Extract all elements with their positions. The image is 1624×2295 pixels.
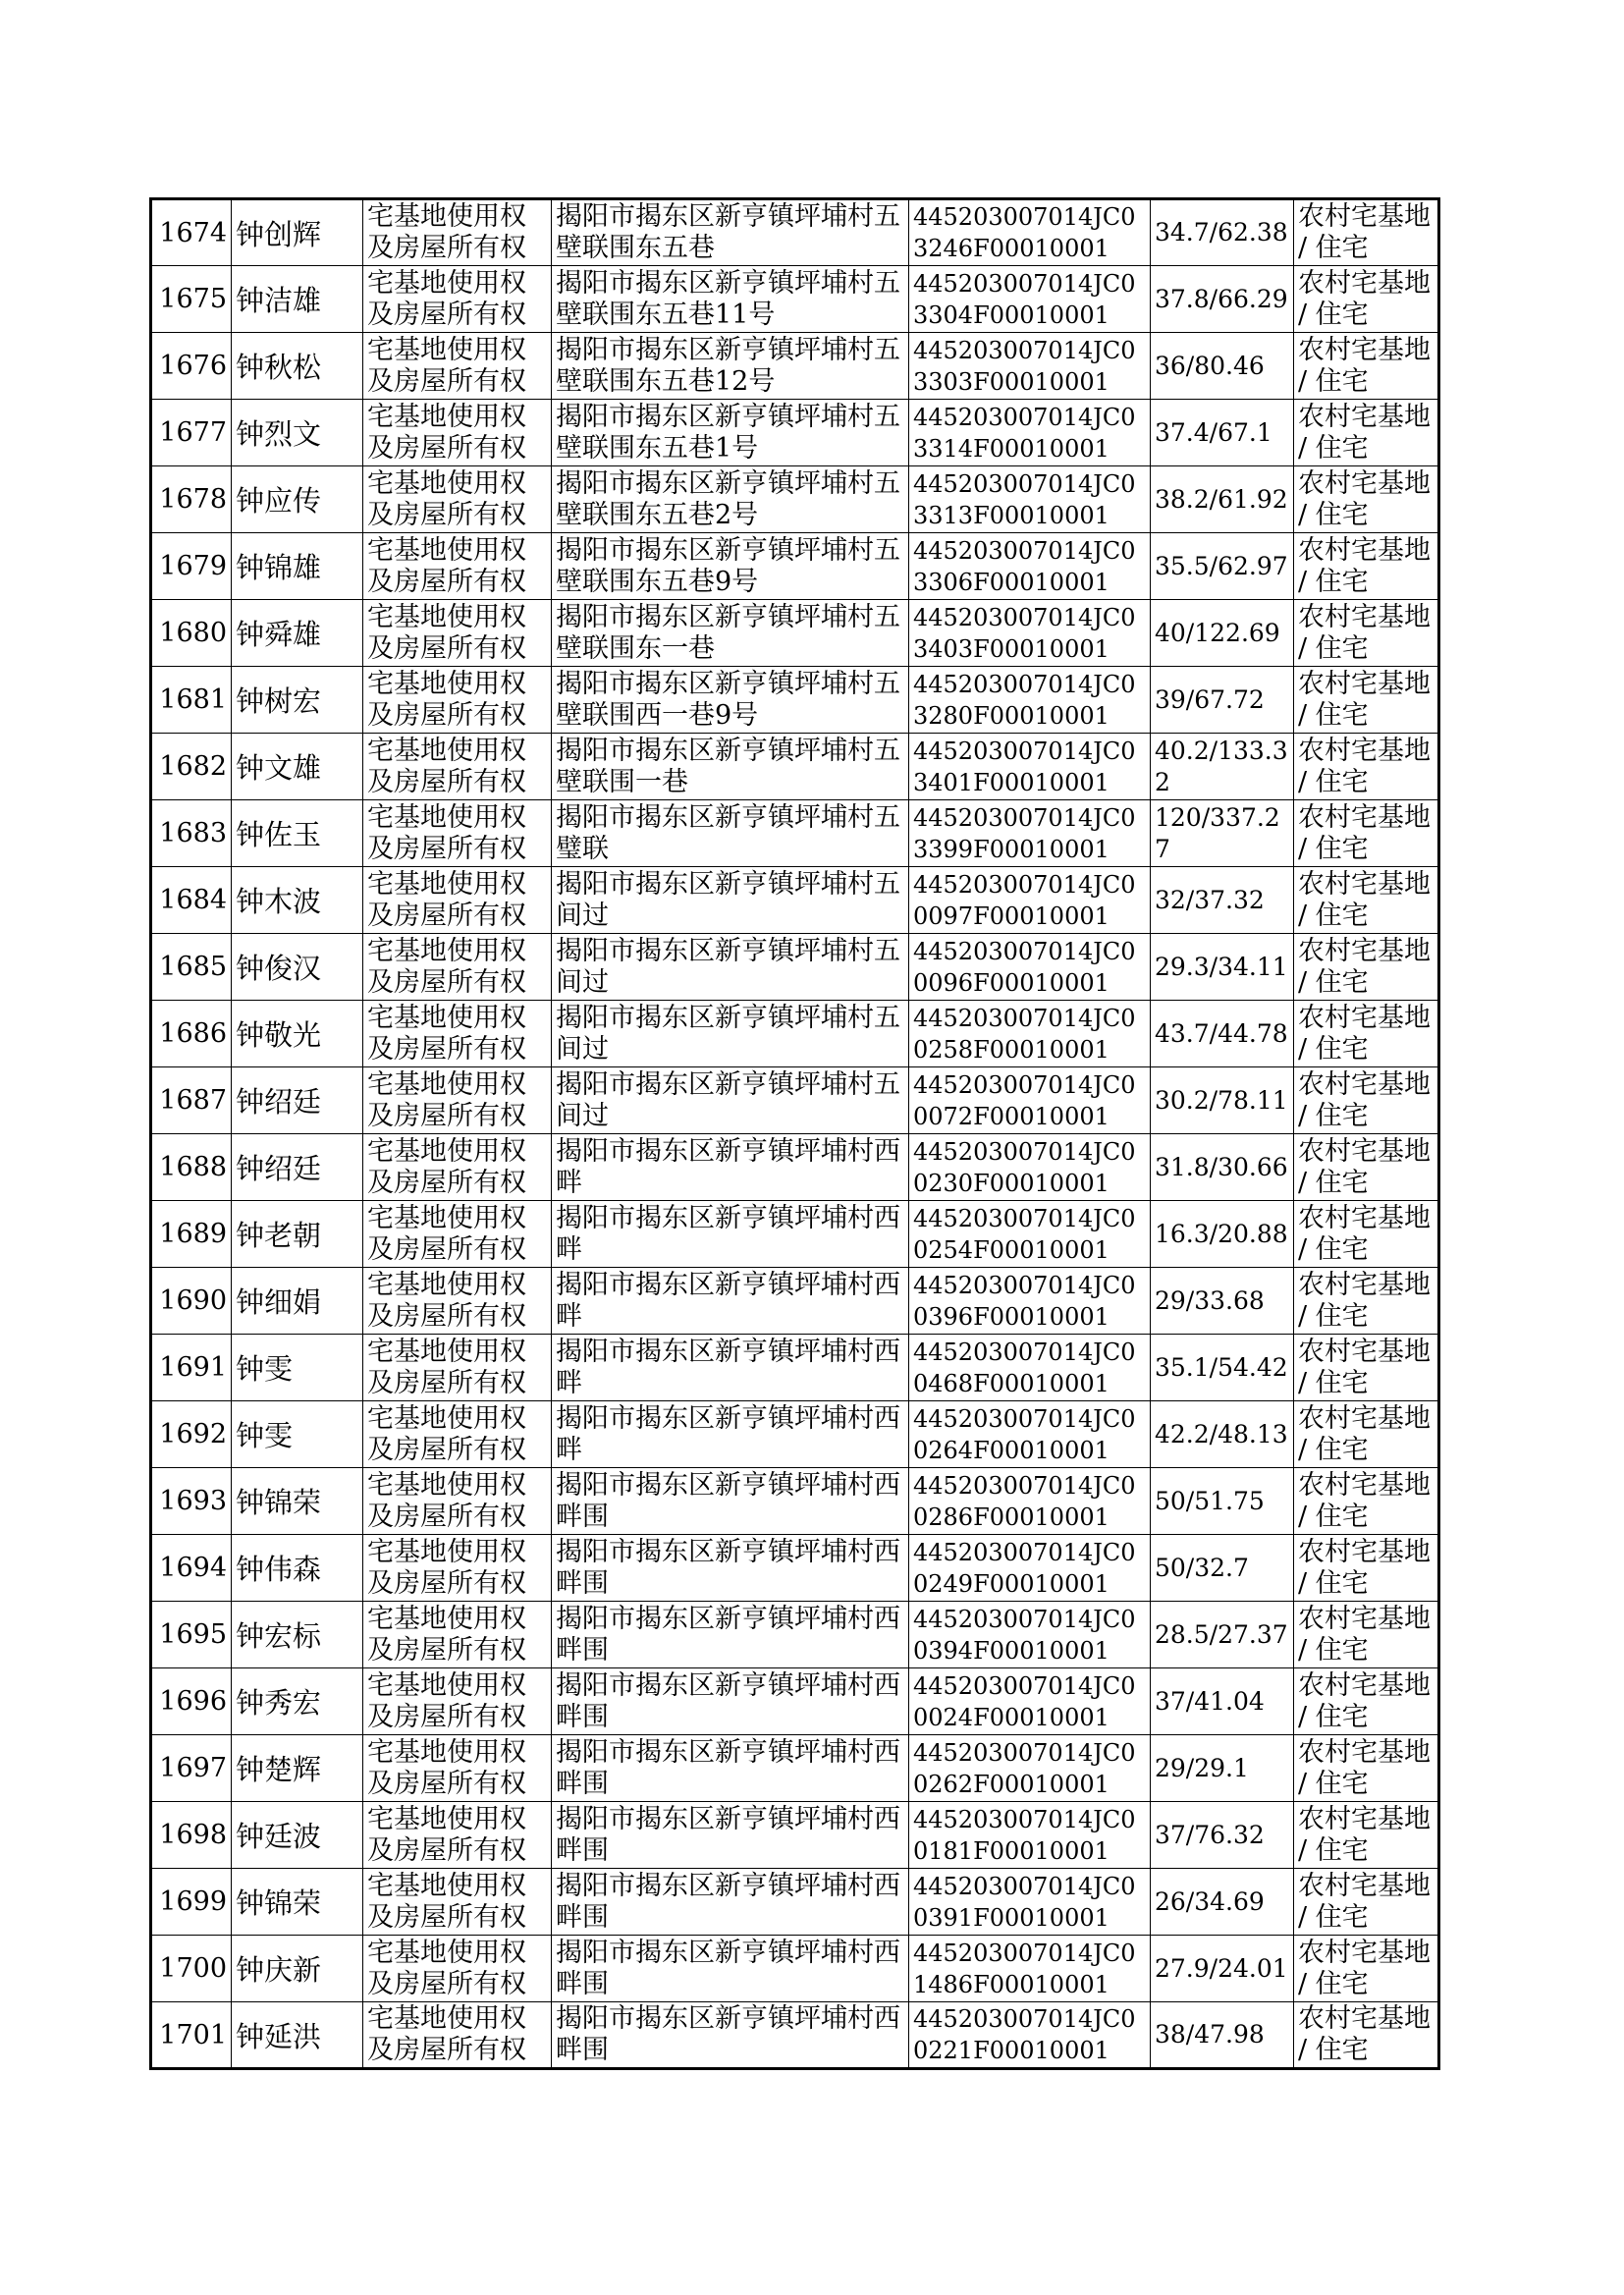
unit-code-cell: 445203007014JC03313F00010001 — [909, 466, 1151, 533]
land-use-cell: 农村宅基地 / 住宅 — [1294, 600, 1439, 667]
area-value-cell: 40.2/133.32 — [1151, 734, 1294, 800]
right-type-cell: 宅基地使用权及房屋所有权 — [363, 867, 552, 934]
property-address-cell: 揭阳市揭东区新亨镇坪埔村五璧联 — [552, 800, 909, 867]
holder-name-cell: 钟雯 — [232, 1401, 363, 1468]
record-number-cell: 1675 — [151, 266, 232, 333]
right-type-cell: 宅基地使用权及房屋所有权 — [363, 466, 552, 533]
land-use-cell: 农村宅基地 / 住宅 — [1294, 1468, 1439, 1535]
property-address-cell: 揭阳市揭东区新亨镇坪埔村五壁联围一巷 — [552, 734, 909, 800]
land-use-cell: 农村宅基地 / 住宅 — [1294, 1001, 1439, 1067]
holder-name-cell: 钟延洪 — [232, 2002, 363, 2069]
unit-code-cell: 445203007014JC03399F00010001 — [909, 800, 1151, 867]
right-type-cell: 宅基地使用权及房屋所有权 — [363, 734, 552, 800]
area-value-cell: 50/51.75 — [1151, 1468, 1294, 1535]
land-use-cell: 农村宅基地 / 住宅 — [1294, 800, 1439, 867]
holder-name-cell: 钟烈文 — [232, 400, 363, 466]
land-use-cell: 农村宅基地 / 住宅 — [1294, 667, 1439, 734]
table-row — [151, 1802, 1439, 1869]
property-address-cell: 揭阳市揭东区新亨镇坪埔村西畔 — [552, 1201, 909, 1268]
unit-code-cell: 445203007014JC03280F00010001 — [909, 667, 1151, 734]
table-row — [151, 867, 1439, 934]
unit-code-cell: 445203007014JC00286F00010001 — [909, 1468, 1151, 1535]
property-address-cell: 揭阳市揭东区新亨镇坪埔村五壁联围东一巷 — [552, 600, 909, 667]
record-number-cell: 1699 — [151, 1869, 232, 1936]
table-row — [151, 1401, 1439, 1468]
table-row — [151, 934, 1439, 1001]
area-value-cell: 40/122.69 — [1151, 600, 1294, 667]
record-number-cell: 1676 — [151, 333, 232, 400]
right-type-cell: 宅基地使用权及房屋所有权 — [363, 934, 552, 1001]
record-number-cell: 1701 — [151, 2002, 232, 2069]
right-type-cell: 宅基地使用权及房屋所有权 — [363, 266, 552, 333]
unit-code-cell: 445203007014JC00396F00010001 — [909, 1268, 1151, 1335]
right-type-cell: 宅基地使用权及房屋所有权 — [363, 800, 552, 867]
record-number-cell: 1697 — [151, 1735, 232, 1802]
property-address-cell: 揭阳市揭东区新亨镇坪埔村五壁联围东五巷9号 — [552, 533, 909, 600]
table-row — [151, 266, 1439, 333]
record-number-cell: 1692 — [151, 1401, 232, 1468]
holder-name-cell: 钟锦荣 — [232, 1468, 363, 1535]
land-use-cell: 农村宅基地 / 住宅 — [1294, 466, 1439, 533]
area-value-cell: 28.5/27.37 — [1151, 1602, 1294, 1668]
area-value-cell: 16.3/20.88 — [1151, 1201, 1294, 1268]
table-row — [151, 1535, 1439, 1602]
holder-name-cell: 钟雯 — [232, 1335, 363, 1401]
record-number-cell: 1681 — [151, 667, 232, 734]
holder-name-cell: 钟文雄 — [232, 734, 363, 800]
table-row — [151, 1134, 1439, 1201]
record-number-cell: 1679 — [151, 533, 232, 600]
property-address-cell: 揭阳市揭东区新亨镇坪埔村西畔围 — [552, 1668, 909, 1735]
holder-name-cell: 钟绍廷 — [232, 1134, 363, 1201]
property-address-cell: 揭阳市揭东区新亨镇坪埔村西畔围 — [552, 1936, 909, 2002]
unit-code-cell: 445203007014JC00258F00010001 — [909, 1001, 1151, 1067]
property-address-cell: 揭阳市揭东区新亨镇坪埔村西畔围 — [552, 1602, 909, 1668]
table-row — [151, 1001, 1439, 1067]
right-type-cell: 宅基地使用权及房屋所有权 — [363, 199, 552, 266]
property-address-cell: 揭阳市揭东区新亨镇坪埔村五间过 — [552, 1001, 909, 1067]
table-row — [151, 2002, 1439, 2069]
table-row — [151, 199, 1439, 266]
holder-name-cell: 钟绍廷 — [232, 1067, 363, 1134]
record-number-cell: 1695 — [151, 1602, 232, 1668]
record-number-cell: 1687 — [151, 1067, 232, 1134]
land-use-cell: 农村宅基地 / 住宅 — [1294, 1401, 1439, 1468]
unit-code-cell: 445203007014JC01486F00010001 — [909, 1936, 1151, 2002]
land-use-cell: 农村宅基地 / 住宅 — [1294, 734, 1439, 800]
area-value-cell: 35.1/54.42 — [1151, 1335, 1294, 1401]
right-type-cell: 宅基地使用权及房屋所有权 — [363, 1268, 552, 1335]
area-value-cell: 29/33.68 — [1151, 1268, 1294, 1335]
property-address-cell: 揭阳市揭东区新亨镇坪埔村西畔围 — [552, 1535, 909, 1602]
land-use-cell: 农村宅基地 / 住宅 — [1294, 934, 1439, 1001]
table-row — [151, 1468, 1439, 1535]
record-number-cell: 1689 — [151, 1201, 232, 1268]
right-type-cell: 宅基地使用权及房屋所有权 — [363, 1602, 552, 1668]
land-use-cell: 农村宅基地 / 住宅 — [1294, 533, 1439, 600]
property-address-cell: 揭阳市揭东区新亨镇坪埔村五壁联围西一巷9号 — [552, 667, 909, 734]
area-value-cell: 26/34.69 — [1151, 1869, 1294, 1936]
land-use-cell: 农村宅基地 / 住宅 — [1294, 1936, 1439, 2002]
property-address-cell: 揭阳市揭东区新亨镇坪埔村西畔 — [552, 1134, 909, 1201]
property-address-cell: 揭阳市揭东区新亨镇坪埔村西畔围 — [552, 1869, 909, 1936]
right-type-cell: 宅基地使用权及房屋所有权 — [363, 1335, 552, 1401]
unit-code-cell: 445203007014JC00394F00010001 — [909, 1602, 1151, 1668]
unit-code-cell: 445203007014JC00024F00010001 — [909, 1668, 1151, 1735]
record-number-cell: 1678 — [151, 466, 232, 533]
unit-code-cell: 445203007014JC00181F00010001 — [909, 1802, 1151, 1869]
area-value-cell: 37.8/66.29 — [1151, 266, 1294, 333]
holder-name-cell: 钟伟森 — [232, 1535, 363, 1602]
property-address-cell: 揭阳市揭东区新亨镇坪埔村西畔围 — [552, 1468, 909, 1535]
unit-code-cell: 445203007014JC00221F00010001 — [909, 2002, 1151, 2069]
holder-name-cell: 钟创辉 — [232, 199, 363, 266]
unit-code-cell: 445203007014JC00072F00010001 — [909, 1067, 1151, 1134]
unit-code-cell: 445203007014JC03304F00010001 — [909, 266, 1151, 333]
table-row — [151, 1201, 1439, 1268]
right-type-cell: 宅基地使用权及房屋所有权 — [363, 1668, 552, 1735]
right-type-cell: 宅基地使用权及房屋所有权 — [363, 1401, 552, 1468]
right-type-cell: 宅基地使用权及房屋所有权 — [363, 1201, 552, 1268]
land-use-cell: 农村宅基地 / 住宅 — [1294, 1201, 1439, 1268]
property-address-cell: 揭阳市揭东区新亨镇坪埔村五壁联围东五巷2号 — [552, 466, 909, 533]
property-address-cell: 揭阳市揭东区新亨镇坪埔村西畔围 — [552, 2002, 909, 2069]
table-row — [151, 1268, 1439, 1335]
holder-name-cell: 钟敬光 — [232, 1001, 363, 1067]
holder-name-cell: 钟舜雄 — [232, 600, 363, 667]
area-value-cell: 27.9/24.01 — [1151, 1936, 1294, 2002]
unit-code-cell: 445203007014JC03314F00010001 — [909, 400, 1151, 466]
holder-name-cell: 钟秋松 — [232, 333, 363, 400]
holder-name-cell: 钟木波 — [232, 867, 363, 934]
property-address-cell: 揭阳市揭东区新亨镇坪埔村西畔围 — [552, 1735, 909, 1802]
land-use-cell: 农村宅基地 / 住宅 — [1294, 1735, 1439, 1802]
area-value-cell: 120/337.27 — [1151, 800, 1294, 867]
holder-name-cell: 钟锦雄 — [232, 533, 363, 600]
unit-code-cell: 445203007014JC00262F00010001 — [909, 1735, 1151, 1802]
area-value-cell: 37.4/67.1 — [1151, 400, 1294, 466]
right-type-cell: 宅基地使用权及房屋所有权 — [363, 1134, 552, 1201]
unit-code-cell: 445203007014JC03246F00010001 — [909, 199, 1151, 266]
area-value-cell: 29/29.1 — [1151, 1735, 1294, 1802]
area-value-cell: 32/37.32 — [1151, 867, 1294, 934]
unit-code-cell: 445203007014JC00230F00010001 — [909, 1134, 1151, 1201]
property-address-cell: 揭阳市揭东区新亨镇坪埔村五壁联围东五巷11号 — [552, 266, 909, 333]
record-number-cell: 1694 — [151, 1535, 232, 1602]
record-number-cell: 1683 — [151, 800, 232, 867]
holder-name-cell: 钟树宏 — [232, 667, 363, 734]
right-type-cell: 宅基地使用权及房屋所有权 — [363, 1001, 552, 1067]
registry-table — [149, 197, 1440, 2070]
table-row — [151, 600, 1439, 667]
land-use-cell: 农村宅基地 / 住宅 — [1294, 400, 1439, 466]
area-value-cell: 34.7/62.38 — [1151, 199, 1294, 266]
right-type-cell: 宅基地使用权及房屋所有权 — [363, 600, 552, 667]
holder-name-cell: 钟秀宏 — [232, 1668, 363, 1735]
right-type-cell: 宅基地使用权及房屋所有权 — [363, 1535, 552, 1602]
area-value-cell: 35.5/62.97 — [1151, 533, 1294, 600]
holder-name-cell: 钟应传 — [232, 466, 363, 533]
land-use-cell: 农村宅基地 / 住宅 — [1294, 1602, 1439, 1668]
unit-code-cell: 445203007014JC03306F00010001 — [909, 533, 1151, 600]
holder-name-cell: 钟佐玉 — [232, 800, 363, 867]
land-use-cell: 农村宅基地 / 住宅 — [1294, 2002, 1439, 2069]
right-type-cell: 宅基地使用权及房屋所有权 — [363, 1869, 552, 1936]
land-use-cell: 农村宅基地 / 住宅 — [1294, 1134, 1439, 1201]
table-row — [151, 1067, 1439, 1134]
area-value-cell: 38/47.98 — [1151, 2002, 1294, 2069]
area-value-cell: 31.8/30.66 — [1151, 1134, 1294, 1201]
record-number-cell: 1682 — [151, 734, 232, 800]
property-address-cell: 揭阳市揭东区新亨镇坪埔村五间过 — [552, 1067, 909, 1134]
land-use-cell: 农村宅基地 / 住宅 — [1294, 333, 1439, 400]
land-use-cell: 农村宅基地 / 住宅 — [1294, 1668, 1439, 1735]
record-number-cell: 1677 — [151, 400, 232, 466]
property-address-cell: 揭阳市揭东区新亨镇坪埔村五间过 — [552, 867, 909, 934]
record-number-cell: 1691 — [151, 1335, 232, 1401]
property-address-cell: 揭阳市揭东区新亨镇坪埔村五壁联围东五巷12号 — [552, 333, 909, 400]
holder-name-cell: 钟洁雄 — [232, 266, 363, 333]
holder-name-cell: 钟细娟 — [232, 1268, 363, 1335]
table-row — [151, 1869, 1439, 1936]
unit-code-cell: 445203007014JC03401F00010001 — [909, 734, 1151, 800]
area-value-cell: 37/76.32 — [1151, 1802, 1294, 1869]
land-use-cell: 农村宅基地 / 住宅 — [1294, 1802, 1439, 1869]
area-value-cell: 38.2/61.92 — [1151, 466, 1294, 533]
property-address-cell: 揭阳市揭东区新亨镇坪埔村五间过 — [552, 934, 909, 1001]
land-use-cell: 农村宅基地 / 住宅 — [1294, 266, 1439, 333]
area-value-cell: 30.2/78.11 — [1151, 1067, 1294, 1134]
table-row — [151, 1602, 1439, 1668]
table-row — [151, 1668, 1439, 1735]
holder-name-cell: 钟庆新 — [232, 1936, 363, 2002]
unit-code-cell: 445203007014JC00264F00010001 — [909, 1401, 1151, 1468]
area-value-cell: 37/41.04 — [1151, 1668, 1294, 1735]
holder-name-cell: 钟俊汉 — [232, 934, 363, 1001]
area-value-cell: 50/32.7 — [1151, 1535, 1294, 1602]
property-address-cell: 揭阳市揭东区新亨镇坪埔村西畔 — [552, 1401, 909, 1468]
table-row — [151, 400, 1439, 466]
record-number-cell: 1685 — [151, 934, 232, 1001]
right-type-cell: 宅基地使用权及房屋所有权 — [363, 1936, 552, 2002]
unit-code-cell: 445203007014JC00249F00010001 — [909, 1535, 1151, 1602]
table-row — [151, 533, 1439, 600]
land-use-cell: 农村宅基地 / 住宅 — [1294, 1869, 1439, 1936]
holder-name-cell: 钟锦荣 — [232, 1869, 363, 1936]
right-type-cell: 宅基地使用权及房屋所有权 — [363, 667, 552, 734]
land-use-cell: 农村宅基地 / 住宅 — [1294, 1535, 1439, 1602]
area-value-cell: 42.2/48.13 — [1151, 1401, 1294, 1468]
unit-code-cell: 445203007014JC00391F00010001 — [909, 1869, 1151, 1936]
record-number-cell: 1674 — [151, 199, 232, 266]
table-row — [151, 800, 1439, 867]
unit-code-cell: 445203007014JC00254F00010001 — [909, 1201, 1151, 1268]
record-number-cell: 1686 — [151, 1001, 232, 1067]
land-use-cell: 农村宅基地 / 住宅 — [1294, 1268, 1439, 1335]
area-value-cell: 29.3/34.11 — [1151, 934, 1294, 1001]
land-use-cell: 农村宅基地 / 住宅 — [1294, 867, 1439, 934]
land-use-cell: 农村宅基地 / 住宅 — [1294, 199, 1439, 266]
area-value-cell: 43.7/44.78 — [1151, 1001, 1294, 1067]
area-value-cell: 36/80.46 — [1151, 333, 1294, 400]
table-row — [151, 466, 1439, 533]
record-number-cell: 1680 — [151, 600, 232, 667]
right-type-cell: 宅基地使用权及房屋所有权 — [363, 333, 552, 400]
unit-code-cell: 445203007014JC00096F00010001 — [909, 934, 1151, 1001]
record-number-cell: 1688 — [151, 1134, 232, 1201]
right-type-cell: 宅基地使用权及房屋所有权 — [363, 2002, 552, 2069]
property-address-cell: 揭阳市揭东区新亨镇坪埔村五壁联围东五巷 — [552, 199, 909, 266]
record-number-cell: 1698 — [151, 1802, 232, 1869]
registry-table-body — [151, 199, 1439, 2069]
right-type-cell: 宅基地使用权及房屋所有权 — [363, 1802, 552, 1869]
property-address-cell: 揭阳市揭东区新亨镇坪埔村西畔围 — [552, 1802, 909, 1869]
table-row — [151, 1936, 1439, 2002]
right-type-cell: 宅基地使用权及房屋所有权 — [363, 1468, 552, 1535]
table-row — [151, 1335, 1439, 1401]
right-type-cell: 宅基地使用权及房屋所有权 — [363, 1735, 552, 1802]
unit-code-cell: 445203007014JC00097F00010001 — [909, 867, 1151, 934]
table-row — [151, 333, 1439, 400]
unit-code-cell: 445203007014JC03403F00010001 — [909, 600, 1151, 667]
unit-code-cell: 445203007014JC03303F00010001 — [909, 333, 1151, 400]
record-number-cell: 1693 — [151, 1468, 232, 1535]
holder-name-cell: 钟宏标 — [232, 1602, 363, 1668]
holder-name-cell: 钟廷波 — [232, 1802, 363, 1869]
record-number-cell: 1690 — [151, 1268, 232, 1335]
table-row — [151, 1735, 1439, 1802]
record-number-cell: 1696 — [151, 1668, 232, 1735]
right-type-cell: 宅基地使用权及房屋所有权 — [363, 400, 552, 466]
table-row — [151, 667, 1439, 734]
table-row — [151, 734, 1439, 800]
property-address-cell: 揭阳市揭东区新亨镇坪埔村五壁联围东五巷1号 — [552, 400, 909, 466]
right-type-cell: 宅基地使用权及房屋所有权 — [363, 1067, 552, 1134]
unit-code-cell: 445203007014JC00468F00010001 — [909, 1335, 1151, 1401]
land-use-cell: 农村宅基地 / 住宅 — [1294, 1067, 1439, 1134]
right-type-cell: 宅基地使用权及房屋所有权 — [363, 533, 552, 600]
record-number-cell: 1684 — [151, 867, 232, 934]
land-use-cell: 农村宅基地 / 住宅 — [1294, 1335, 1439, 1401]
holder-name-cell: 钟楚辉 — [232, 1735, 363, 1802]
property-address-cell: 揭阳市揭东区新亨镇坪埔村西畔 — [552, 1268, 909, 1335]
area-value-cell: 39/67.72 — [1151, 667, 1294, 734]
property-address-cell: 揭阳市揭东区新亨镇坪埔村西畔 — [552, 1335, 909, 1401]
holder-name-cell: 钟老朝 — [232, 1201, 363, 1268]
record-number-cell: 1700 — [151, 1936, 232, 2002]
